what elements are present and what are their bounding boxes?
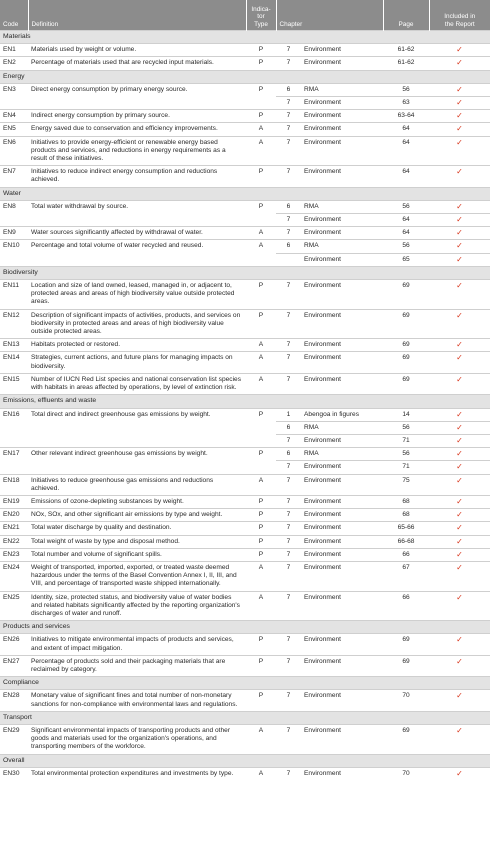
table-row (0, 309, 490, 339)
header-included-label: Included in the Report (444, 13, 476, 28)
indicator-code: EN6 (0, 136, 28, 166)
chapter-number: 7 (276, 655, 301, 676)
chapter-number: 7 (276, 495, 301, 508)
indicator-definition: Other relevant indirect greenhouse gas emissions by weight. (28, 448, 246, 474)
indicator-code: EN26 (0, 634, 28, 655)
indicator-code: EN1 (0, 44, 28, 57)
indicator-definition: Energy saved due to conservation and efficiency improvements. (28, 123, 246, 136)
table-row (0, 509, 490, 522)
indicator-code: EN5 (0, 123, 28, 136)
included-check-icon: ✓ (429, 339, 490, 352)
page-number: 64 (383, 166, 429, 187)
chapter-name: RMA (301, 200, 383, 213)
page-number: 69 (383, 724, 429, 754)
table-row (0, 123, 490, 136)
table-row (0, 240, 490, 253)
chapter-name: Environment (301, 591, 383, 621)
chapter-number: 7 (276, 434, 301, 447)
table-row (0, 522, 490, 535)
included-check-icon: ✓ (429, 690, 490, 711)
chapter-number: 7 (276, 309, 301, 339)
chapter-number: 6 (276, 83, 301, 96)
indicator-code: EN10 (0, 240, 28, 266)
indicator-code: EN23 (0, 548, 28, 561)
page-number: 69 (383, 339, 429, 352)
indicator-code: EN22 (0, 535, 28, 548)
page-number: 70 (383, 690, 429, 711)
indicator-code: EN2 (0, 57, 28, 70)
included-check-icon: ✓ (429, 57, 490, 70)
page-number: 64 (383, 123, 429, 136)
table-row (0, 110, 490, 123)
table-row (0, 655, 490, 676)
indicator-type: P (246, 57, 276, 70)
table-row (0, 448, 490, 461)
indicator-code: EN14 (0, 352, 28, 373)
indicator-type: A (246, 561, 276, 591)
section-row (0, 187, 490, 200)
chapter-name: RMA (301, 448, 383, 461)
indicator-code: EN16 (0, 408, 28, 448)
table-row (0, 690, 490, 711)
table-row (0, 634, 490, 655)
indicator-type: A (246, 724, 276, 754)
chapter-number: 7 (276, 535, 301, 548)
section-row (0, 31, 490, 44)
chapter-name: Environment (301, 373, 383, 394)
chapter-name: Environment (301, 767, 383, 780)
page-number: 56 (383, 200, 429, 213)
chapter-name: Environment (301, 253, 383, 266)
chapter-name: Environment (301, 57, 383, 70)
indicator-type: P (246, 495, 276, 508)
section-title: Water (0, 187, 490, 200)
indicator-definition: Initiatives to reduce greenhouse gas emissions and reductions achieved. (28, 474, 246, 495)
included-check-icon: ✓ (429, 253, 490, 266)
indicator-type: A (246, 767, 276, 780)
indicator-definition: Monetary value of significant fines and total number of non-monetary sanctions for non-compliance with environmental laws and regulations. (28, 690, 246, 711)
section-row (0, 754, 490, 767)
indicator-code: EN15 (0, 373, 28, 394)
page-number: 66-68 (383, 535, 429, 548)
indicator-definition: Significant environmental impacts of transporting products and other goods and materials used for the organization's operations, and transporting members of the workforce. (28, 724, 246, 754)
chapter-number: 7 (276, 561, 301, 591)
indicator-code: EN17 (0, 448, 28, 474)
chapter-number: 7 (276, 509, 301, 522)
table-row (0, 339, 490, 352)
included-check-icon: ✓ (429, 110, 490, 123)
section-row (0, 266, 490, 279)
chapter-number: 6 (276, 200, 301, 213)
included-check-icon: ✓ (429, 522, 490, 535)
indicator-type: P (246, 44, 276, 57)
page-number: 69 (383, 352, 429, 373)
chapter-number: 1 (276, 408, 301, 421)
indicator-type: A (246, 136, 276, 166)
indicator-definition: Water sources significantly affected by withdrawal of water. (28, 227, 246, 240)
chapter-name: Environment (301, 690, 383, 711)
chapter-number: 7 (276, 767, 301, 780)
page-number: 69 (383, 634, 429, 655)
included-check-icon: ✓ (429, 421, 490, 434)
chapter-name: Environment (301, 123, 383, 136)
section-row (0, 621, 490, 634)
header-type-label: Indica- tor Type (251, 5, 271, 28)
included-check-icon: ✓ (429, 227, 490, 240)
indicator-code: EN11 (0, 280, 28, 310)
page-number: 56 (383, 448, 429, 461)
included-check-icon: ✓ (429, 83, 490, 96)
table-row (0, 591, 490, 621)
chapter-name: RMA (301, 83, 383, 96)
header-indicator-type (246, 0, 276, 31)
page-number: 67 (383, 561, 429, 591)
indicator-code: EN25 (0, 591, 28, 621)
indicator-type: P (246, 522, 276, 535)
chapter-name: Environment (301, 339, 383, 352)
indicator-definition: Weight of transported, imported, exported, or treated waste deemed hazardous under the terms of the Basel Convention Annex I, II, III, and VIII, and percentage of transported waste shipped internationally. (28, 561, 246, 591)
table-row (0, 83, 490, 96)
chapter-number: 6 (276, 421, 301, 434)
chapter-number: 7 (276, 352, 301, 373)
included-check-icon: ✓ (429, 280, 490, 310)
table-row (0, 200, 490, 213)
indicator-type: A (246, 227, 276, 240)
indicator-definition: Habitats protected or restored. (28, 339, 246, 352)
indicator-definition: Total water withdrawal by source. (28, 200, 246, 226)
chapter-number: 6 (276, 448, 301, 461)
chapter-number: 7 (276, 214, 301, 227)
indicator-type: A (246, 339, 276, 352)
included-check-icon: ✓ (429, 655, 490, 676)
table-row (0, 136, 490, 166)
page-number: 56 (383, 83, 429, 96)
page-number: 14 (383, 408, 429, 421)
included-check-icon: ✓ (429, 461, 490, 474)
table-row (0, 495, 490, 508)
chapter-name: Abengoa in figures (301, 408, 383, 421)
indicator-code: EN3 (0, 83, 28, 109)
chapter-name: Environment (301, 724, 383, 754)
chapter-name: Environment (301, 97, 383, 110)
included-check-icon: ✓ (429, 44, 490, 57)
chapter-name: Environment (301, 509, 383, 522)
indicator-code: EN24 (0, 561, 28, 591)
indicator-definition: Percentage of materials used that are recycled input materials. (28, 57, 246, 70)
indicator-code: EN30 (0, 767, 28, 780)
table-row (0, 535, 490, 548)
page-number: 65-66 (383, 522, 429, 535)
indicator-type: A (246, 123, 276, 136)
indicator-code: EN7 (0, 166, 28, 187)
chapter-number: 7 (276, 123, 301, 136)
included-check-icon: ✓ (429, 509, 490, 522)
header-included (429, 0, 490, 31)
indicator-definition: Total environmental protection expenditures and investments by type. (28, 767, 246, 780)
section-row (0, 395, 490, 408)
indicator-type: P (246, 280, 276, 310)
chapter-name: Environment (301, 495, 383, 508)
chapter-number: 7 (276, 373, 301, 394)
page-number: 69 (383, 655, 429, 676)
page-number: 69 (383, 280, 429, 310)
indicator-type: A (246, 352, 276, 373)
page-number: 56 (383, 421, 429, 434)
table-row (0, 44, 490, 57)
page-number: 70 (383, 767, 429, 780)
indicator-code: EN4 (0, 110, 28, 123)
indicator-code: EN21 (0, 522, 28, 535)
chapter-name: Environment (301, 309, 383, 339)
page-number: 56 (383, 240, 429, 253)
chapter-name: Environment (301, 522, 383, 535)
page-number: 66 (383, 591, 429, 621)
indicator-definition: Initiatives to mitigate environmental impacts of products and services, and extent of impact mitigation. (28, 634, 246, 655)
chapter-name: Environment (301, 561, 383, 591)
header-definition: Definition (28, 0, 246, 31)
chapter-number: 6 (276, 240, 301, 253)
chapter-number: 7 (276, 724, 301, 754)
chapter-number: 7 (276, 690, 301, 711)
indicator-type: P (246, 408, 276, 448)
chapter-name: Environment (301, 634, 383, 655)
indicator-definition: Total direct and indirect greenhouse gas emissions by weight. (28, 408, 246, 448)
indicator-type: P (246, 535, 276, 548)
chapter-name: Environment (301, 434, 383, 447)
indicator-code: EN27 (0, 655, 28, 676)
table-header (0, 0, 490, 31)
indicator-definition: Materials used by weight or volume. (28, 44, 246, 57)
indicator-code: EN12 (0, 309, 28, 339)
chapter-name: Environment (301, 655, 383, 676)
indicator-definition: Total water discharge by quality and destination. (28, 522, 246, 535)
chapter-number: 7 (276, 136, 301, 166)
header-chapter: Chapter (276, 0, 383, 31)
chapter-name: RMA (301, 421, 383, 434)
table-row (0, 166, 490, 187)
chapter-number: 7 (276, 166, 301, 187)
included-check-icon: ✓ (429, 214, 490, 227)
page-number: 64 (383, 214, 429, 227)
included-check-icon: ✓ (429, 136, 490, 166)
included-check-icon: ✓ (429, 352, 490, 373)
chapter-number: 7 (276, 591, 301, 621)
section-row (0, 677, 490, 690)
chapter-name: Environment (301, 227, 383, 240)
page-number: 61-62 (383, 44, 429, 57)
included-check-icon: ✓ (429, 495, 490, 508)
indicator-type: A (246, 474, 276, 495)
page-number: 71 (383, 434, 429, 447)
indicator-definition: Indirect energy consumption by primary source. (28, 110, 246, 123)
included-check-icon: ✓ (429, 634, 490, 655)
table-row (0, 767, 490, 780)
section-row (0, 711, 490, 724)
indicator-definition: Direct energy consumption by primary energy source. (28, 83, 246, 109)
indicator-code: EN20 (0, 509, 28, 522)
table-body (0, 31, 490, 781)
chapter-number: 7 (276, 280, 301, 310)
chapter-number: 7 (276, 548, 301, 561)
section-title: Products and services (0, 621, 490, 634)
chapter-number: 7 (276, 44, 301, 57)
page-number: 69 (383, 373, 429, 394)
indicator-type: P (246, 200, 276, 226)
indicator-code: EN9 (0, 227, 28, 240)
indicator-type: P (246, 309, 276, 339)
page-number: 69 (383, 309, 429, 339)
chapter-number: 7 (276, 474, 301, 495)
chapter-name: RMA (301, 240, 383, 253)
chapter-name: Environment (301, 280, 383, 310)
indicator-code: EN18 (0, 474, 28, 495)
chapter-number: 7 (276, 522, 301, 535)
chapter-name: Environment (301, 352, 383, 373)
table-row (0, 227, 490, 240)
chapter-number: 7 (276, 339, 301, 352)
section-title: Emissions, effluents and waste (0, 395, 490, 408)
included-check-icon: ✓ (429, 123, 490, 136)
table-row (0, 548, 490, 561)
indicator-definition: Identity, size, protected status, and biodiversity value of water bodies and related habitats significantly affected by the reporting organization's discharges of water and runoff. (28, 591, 246, 621)
indicator-definition: Strategies, current actions, and future plans for managing impacts on biodiversity. (28, 352, 246, 373)
section-title: Overall (0, 754, 490, 767)
chapter-number: 7 (276, 97, 301, 110)
indicator-definition: Number of IUCN Red List species and national conservation list species with habitats in areas affected by operations, by level of extinction risk. (28, 373, 246, 394)
page-number: 61-62 (383, 57, 429, 70)
header-code: Code (0, 0, 28, 31)
table-row (0, 724, 490, 754)
indicator-type: A (246, 591, 276, 621)
table-row (0, 352, 490, 373)
page-number: 66 (383, 548, 429, 561)
indicator-type: P (246, 634, 276, 655)
chapter-name: Environment (301, 44, 383, 57)
section-row (0, 70, 490, 83)
indicator-definition: Total weight of waste by type and disposal method. (28, 535, 246, 548)
section-title: Materials (0, 31, 490, 44)
indicator-definition: Percentage of products sold and their packaging materials that are reclaimed by category. (28, 655, 246, 676)
chapter-number (276, 253, 301, 266)
included-check-icon: ✓ (429, 408, 490, 421)
page-number: 68 (383, 509, 429, 522)
chapter-name: Environment (301, 110, 383, 123)
chapter-number: 7 (276, 57, 301, 70)
indicator-code: EN13 (0, 339, 28, 352)
indicator-definition: Initiatives to provide energy-efficient or renewable energy based products and services, and reductions in energy requirements as a result of these initiatives. (28, 136, 246, 166)
table-row (0, 408, 490, 421)
included-check-icon: ✓ (429, 448, 490, 461)
included-check-icon: ✓ (429, 309, 490, 339)
header-page: Page (383, 0, 429, 31)
indicator-definition: Description of significant impacts of activities, products, and services on biodiversity in protected areas and areas of high biodiversity value outside protected areas. (28, 309, 246, 339)
indicator-code: EN29 (0, 724, 28, 754)
chapter-name: Environment (301, 535, 383, 548)
page-number: 68 (383, 495, 429, 508)
table-row (0, 474, 490, 495)
page-number: 63 (383, 97, 429, 110)
chapter-name: Environment (301, 166, 383, 187)
indicator-definition: Percentage and total volume of water recycled and reused. (28, 240, 246, 266)
included-check-icon: ✓ (429, 591, 490, 621)
chapter-number: 7 (276, 227, 301, 240)
section-title: Transport (0, 711, 490, 724)
included-check-icon: ✓ (429, 535, 490, 548)
section-title: Biodiversity (0, 266, 490, 279)
included-check-icon: ✓ (429, 767, 490, 780)
page-number: 75 (383, 474, 429, 495)
page-number: 71 (383, 461, 429, 474)
indicator-type: P (246, 509, 276, 522)
section-title: Compliance (0, 677, 490, 690)
chapter-name: Environment (301, 474, 383, 495)
included-check-icon: ✓ (429, 548, 490, 561)
included-check-icon: ✓ (429, 200, 490, 213)
indicator-type: P (246, 655, 276, 676)
included-check-icon: ✓ (429, 97, 490, 110)
section-title: Energy (0, 70, 490, 83)
included-check-icon: ✓ (429, 474, 490, 495)
page-number: 64 (383, 136, 429, 166)
indicator-definition: Emissions of ozone-depleting substances by weight. (28, 495, 246, 508)
included-check-icon: ✓ (429, 240, 490, 253)
included-check-icon: ✓ (429, 724, 490, 754)
table-row (0, 280, 490, 310)
indicator-definition: Initiatives to reduce indirect energy consumption and reductions achieved. (28, 166, 246, 187)
chapter-name: Environment (301, 461, 383, 474)
chapter-number: 7 (276, 461, 301, 474)
indicator-type: P (246, 548, 276, 561)
page-number: 65 (383, 253, 429, 266)
indicator-definition: Location and size of land owned, leased, managed in, or adjacent to, protected areas and areas of high biodiversity value outside protected areas. (28, 280, 246, 310)
indicator-code: EN28 (0, 690, 28, 711)
indicator-type: P (246, 448, 276, 474)
indicator-type: P (246, 110, 276, 123)
included-check-icon: ✓ (429, 166, 490, 187)
indicator-type: A (246, 373, 276, 394)
indicator-code: EN8 (0, 200, 28, 226)
included-check-icon: ✓ (429, 373, 490, 394)
indicator-type: A (246, 240, 276, 266)
indicator-definition: NOx, SOx, and other significant air emissions by type and weight. (28, 509, 246, 522)
chapter-number: 7 (276, 110, 301, 123)
indicator-definition: Total number and volume of significant spills. (28, 548, 246, 561)
chapter-name: Environment (301, 214, 383, 227)
chapter-name: Environment (301, 548, 383, 561)
indicator-type: P (246, 166, 276, 187)
table-row (0, 561, 490, 591)
table-row (0, 373, 490, 394)
chapter-name: Environment (301, 136, 383, 166)
included-check-icon: ✓ (429, 561, 490, 591)
indicator-type: P (246, 690, 276, 711)
chapter-number: 7 (276, 634, 301, 655)
indicator-type: P (246, 83, 276, 109)
page-number: 64 (383, 227, 429, 240)
included-check-icon: ✓ (429, 434, 490, 447)
table-row (0, 57, 490, 70)
indicator-code: EN19 (0, 495, 28, 508)
page-number: 63-64 (383, 110, 429, 123)
